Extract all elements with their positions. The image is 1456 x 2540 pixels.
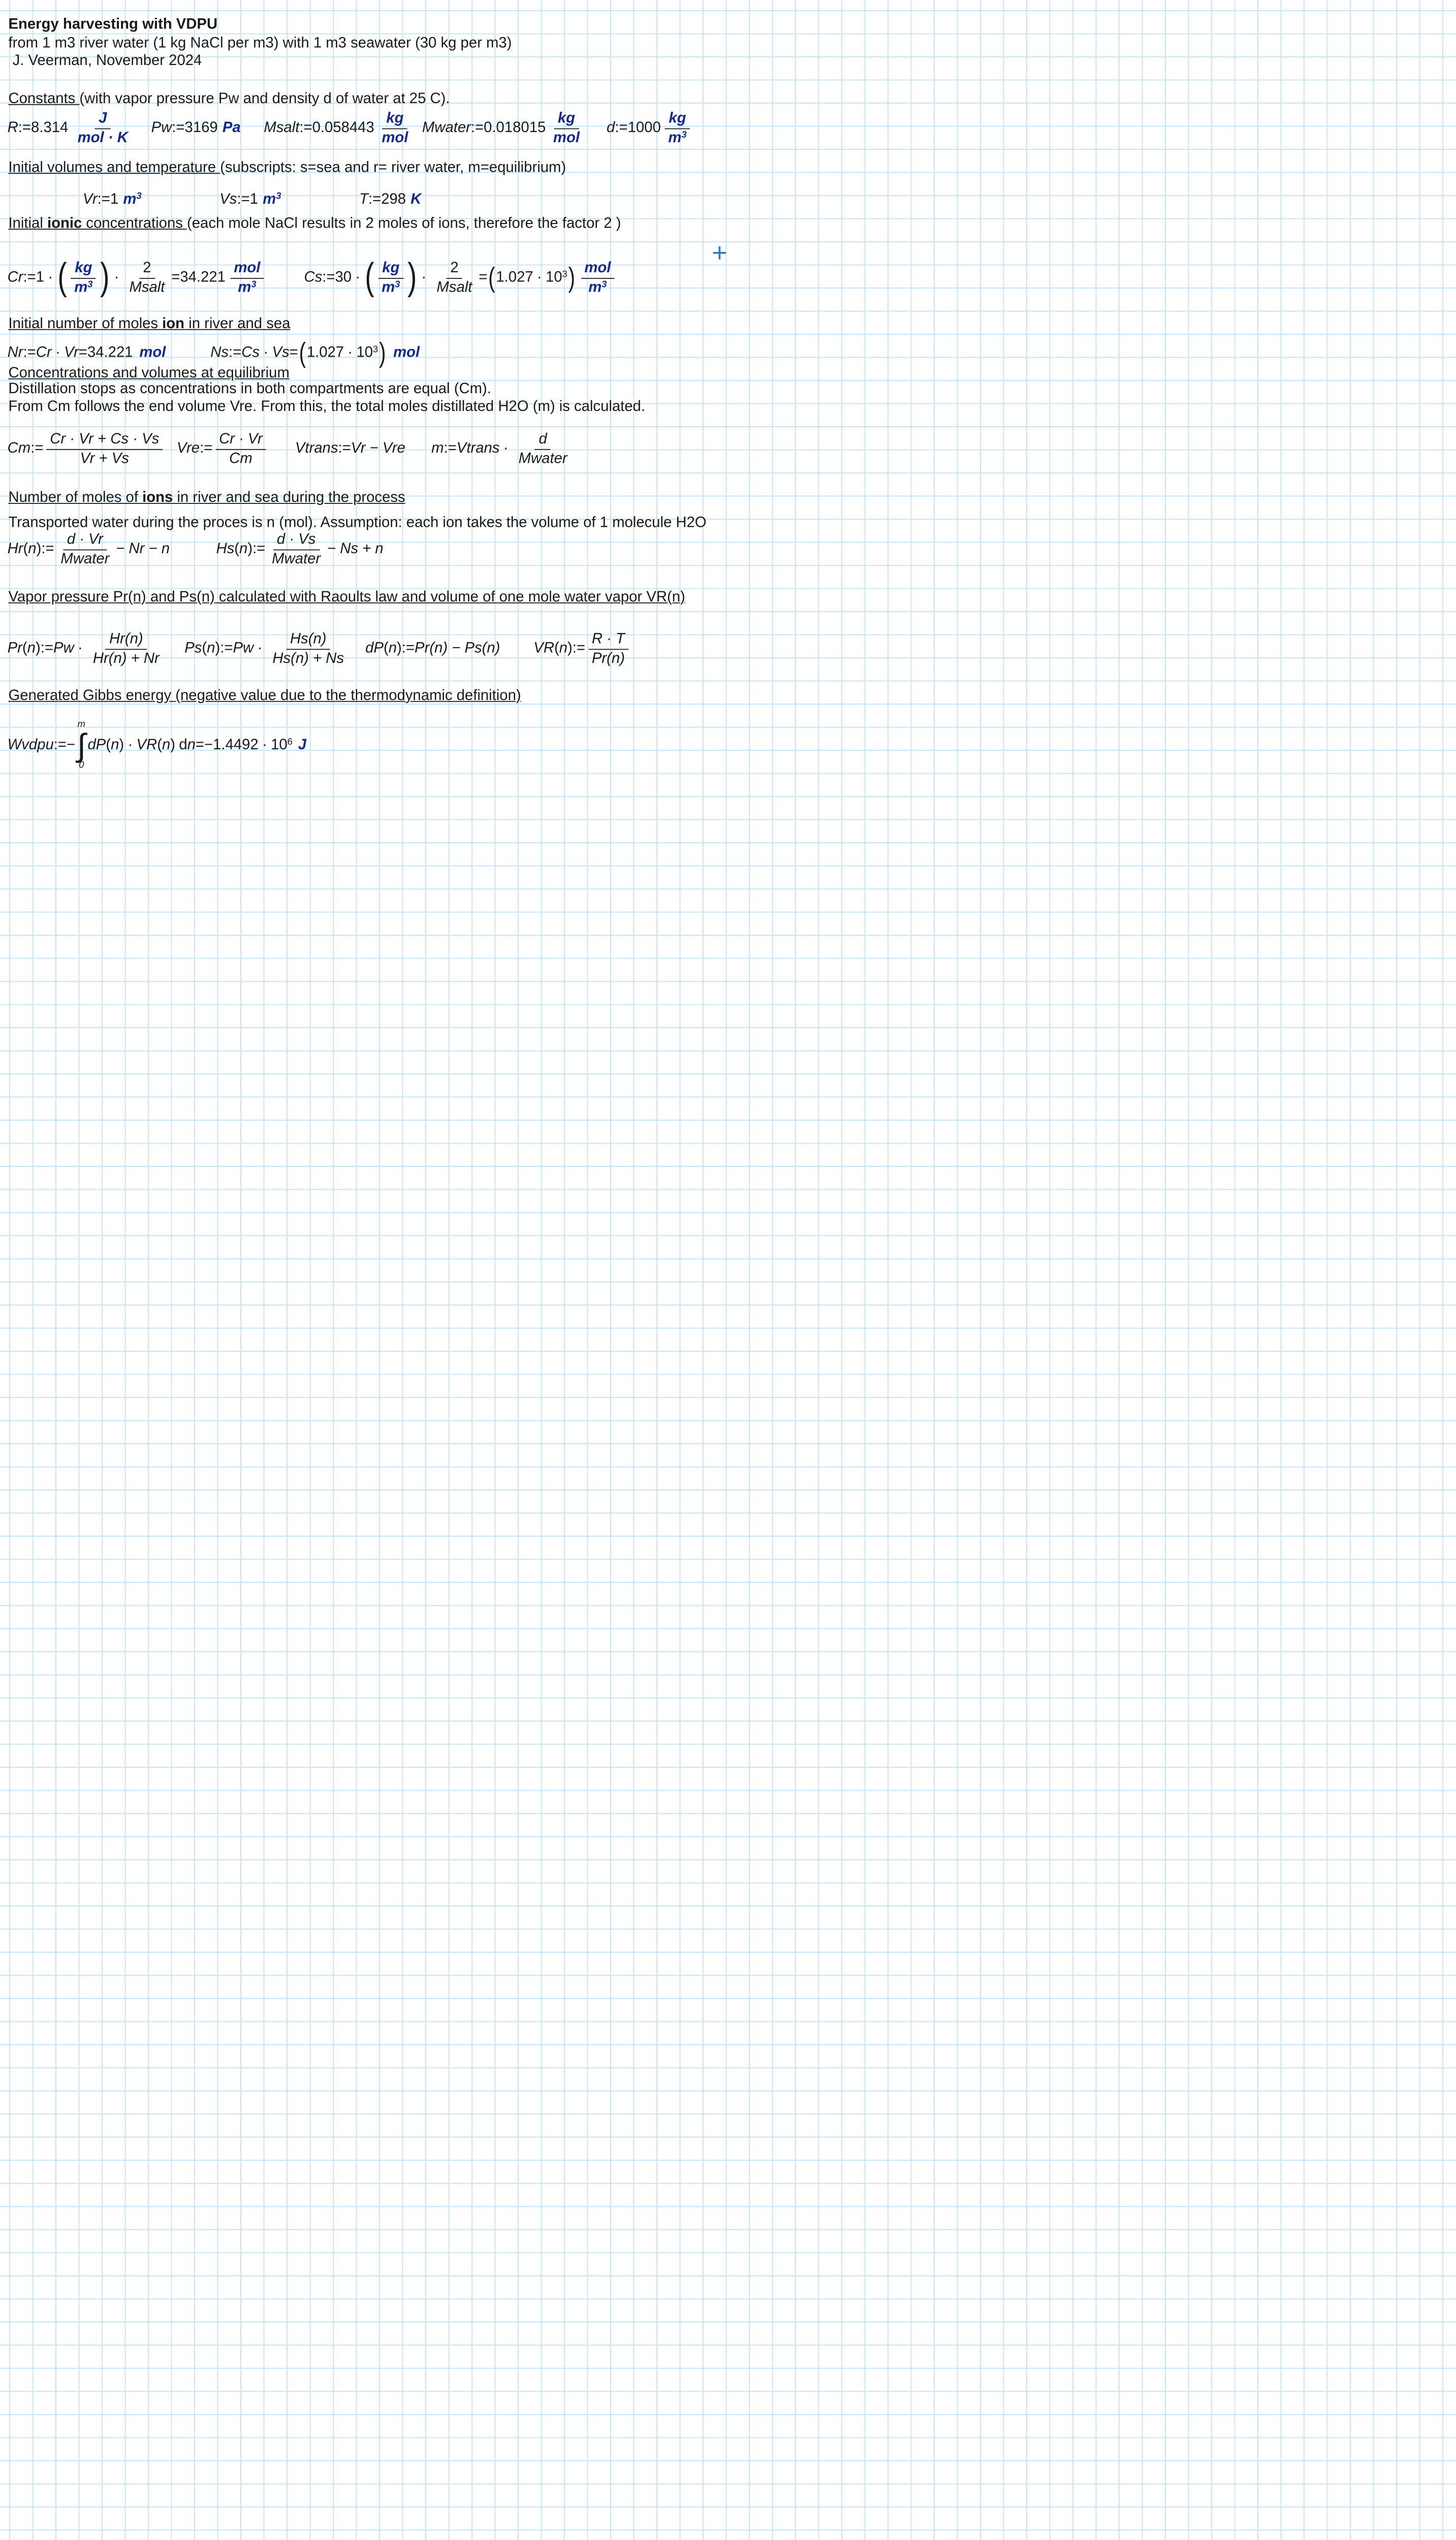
equilibrium-text-1: Distillation stops as concentrations in both compartments are equal (Cm). <box>8 381 491 397</box>
equilibrium-text-2: From Cm follows the end volume Vre. From this, the total moles distillated H2O (m) is calculated. <box>8 399 645 415</box>
vapor-heading: Vapor pressure Pr(n) and Ps(n) calculated with Raoults law and volume of one mole water vapor VR(n) <box>8 589 685 606</box>
crosshair-cursor-icon <box>713 246 726 260</box>
gibbs-row[interactable]: Wvdpu := − m ∫ 0 dP ( n ) · VR ( n ) d n = −1.4492 · 10 $^6$ J <box>7 719 307 771</box>
ionic-heading: Initial ionic concentrations (each mole NaCl results in 2 moles of ions, therefore the factor 2 ) <box>8 215 621 232</box>
process-heading: Number of moles of ions in river and sea during the process <box>8 490 405 506</box>
gibbs-heading: Generated Gibbs energy (negative value due to the thermodynamic definition) <box>8 688 521 704</box>
worksheet-title: Energy harvesting with VDPU <box>8 16 218 33</box>
constants-row[interactable]: R := 8.314 $\frac{J}{\text{mol · K}}$ Pw := 3169 Pa Msalt := 0.058443 $\frac{kg}{\text{mol}}$ Mwater := 0.018015 $\frac{kg}{\text{mol}}$ d := 1000 $\frac{kg}{m^3}$ <box>8 107 693 149</box>
worksheet-author: J. Veerman, November 2024 <box>8 53 202 69</box>
process-text: Transported water during the proces is n (mol). Assumption: each ion takes the volume of 1 molecule H2O <box>8 515 707 531</box>
worksheet-subtitle: from 1 m3 river water (1 kg NaCl per m3) with 1 m3 seawater (30 kg per m3) <box>8 35 512 51</box>
moles-row[interactable]: Nr := Cr · Vr = 34.221 mol Ns := Cs · Vs = ( 1.027 · 10 $^3$ ) mol <box>7 337 420 369</box>
integral-symbol: m ∫ 0 <box>77 719 86 771</box>
process-row[interactable]: Hr ( n ) := $\frac{d \cdot Vr}{\text{Mwater}}$ − Nr − n Hs ( n ) := $\frac{d \cdot Vs}{\text{Mwater}}$ − Ns + n <box>7 531 384 567</box>
vapor-row[interactable]: Pr ( n ) := Pw · $\frac{Hr(n)}{Hr(n) + Nr}$ Ps ( n ) := Pw · $\frac{Hs(n)}{Hs(n) + Ns}$ dP ( n ) := Pr(n) − Ps(n) VR ( n ) := $\frac{R \cdot T}{Pr(n)}$ <box>8 626 631 671</box>
ionic-row[interactable]: Cr := 1 · ( $\frac{kg}{m^3}$ ) · $\frac{2}{\text{Msalt}}$ = 34.221 $\frac{\text{mol}}{m^3}$ Cs := 30 · ( $\frac{kg}{m^3}$ ) · $\frac{2}{\text{Msalt}}$ = ( 1.027 · 10 $^3$ ) $\frac{\text{mol}}{m^3}$ <box>8 255 618 301</box>
equilibrium-row[interactable]: Cm := $\frac{Cr \cdot Vr + Cs \cdot Vs}{Vr + Vs}$ Vre := $\frac{Cr \cdot Vr}{Cm}$ Vtrans := Vr − Vre m := Vtrans · $\frac{d}{\text{Mwater}}$ <box>7 431 567 466</box>
initial-row[interactable]: Vr := 1 $m^3$ Vs := 1 $m^3$ T := 298 K <box>82 191 422 208</box>
moles-heading: Initial number of moles ion in river and sea <box>8 316 291 332</box>
constants-heading: Constants (with vapor pressure Pw and density d of water at 25 C). <box>8 91 450 107</box>
equilibrium-heading: Concentrations and volumes at equilibrium <box>8 365 290 382</box>
initial-heading: Initial volumes and temperature (subscripts: s=sea and r= river water, m=equilibrium) <box>8 160 566 176</box>
